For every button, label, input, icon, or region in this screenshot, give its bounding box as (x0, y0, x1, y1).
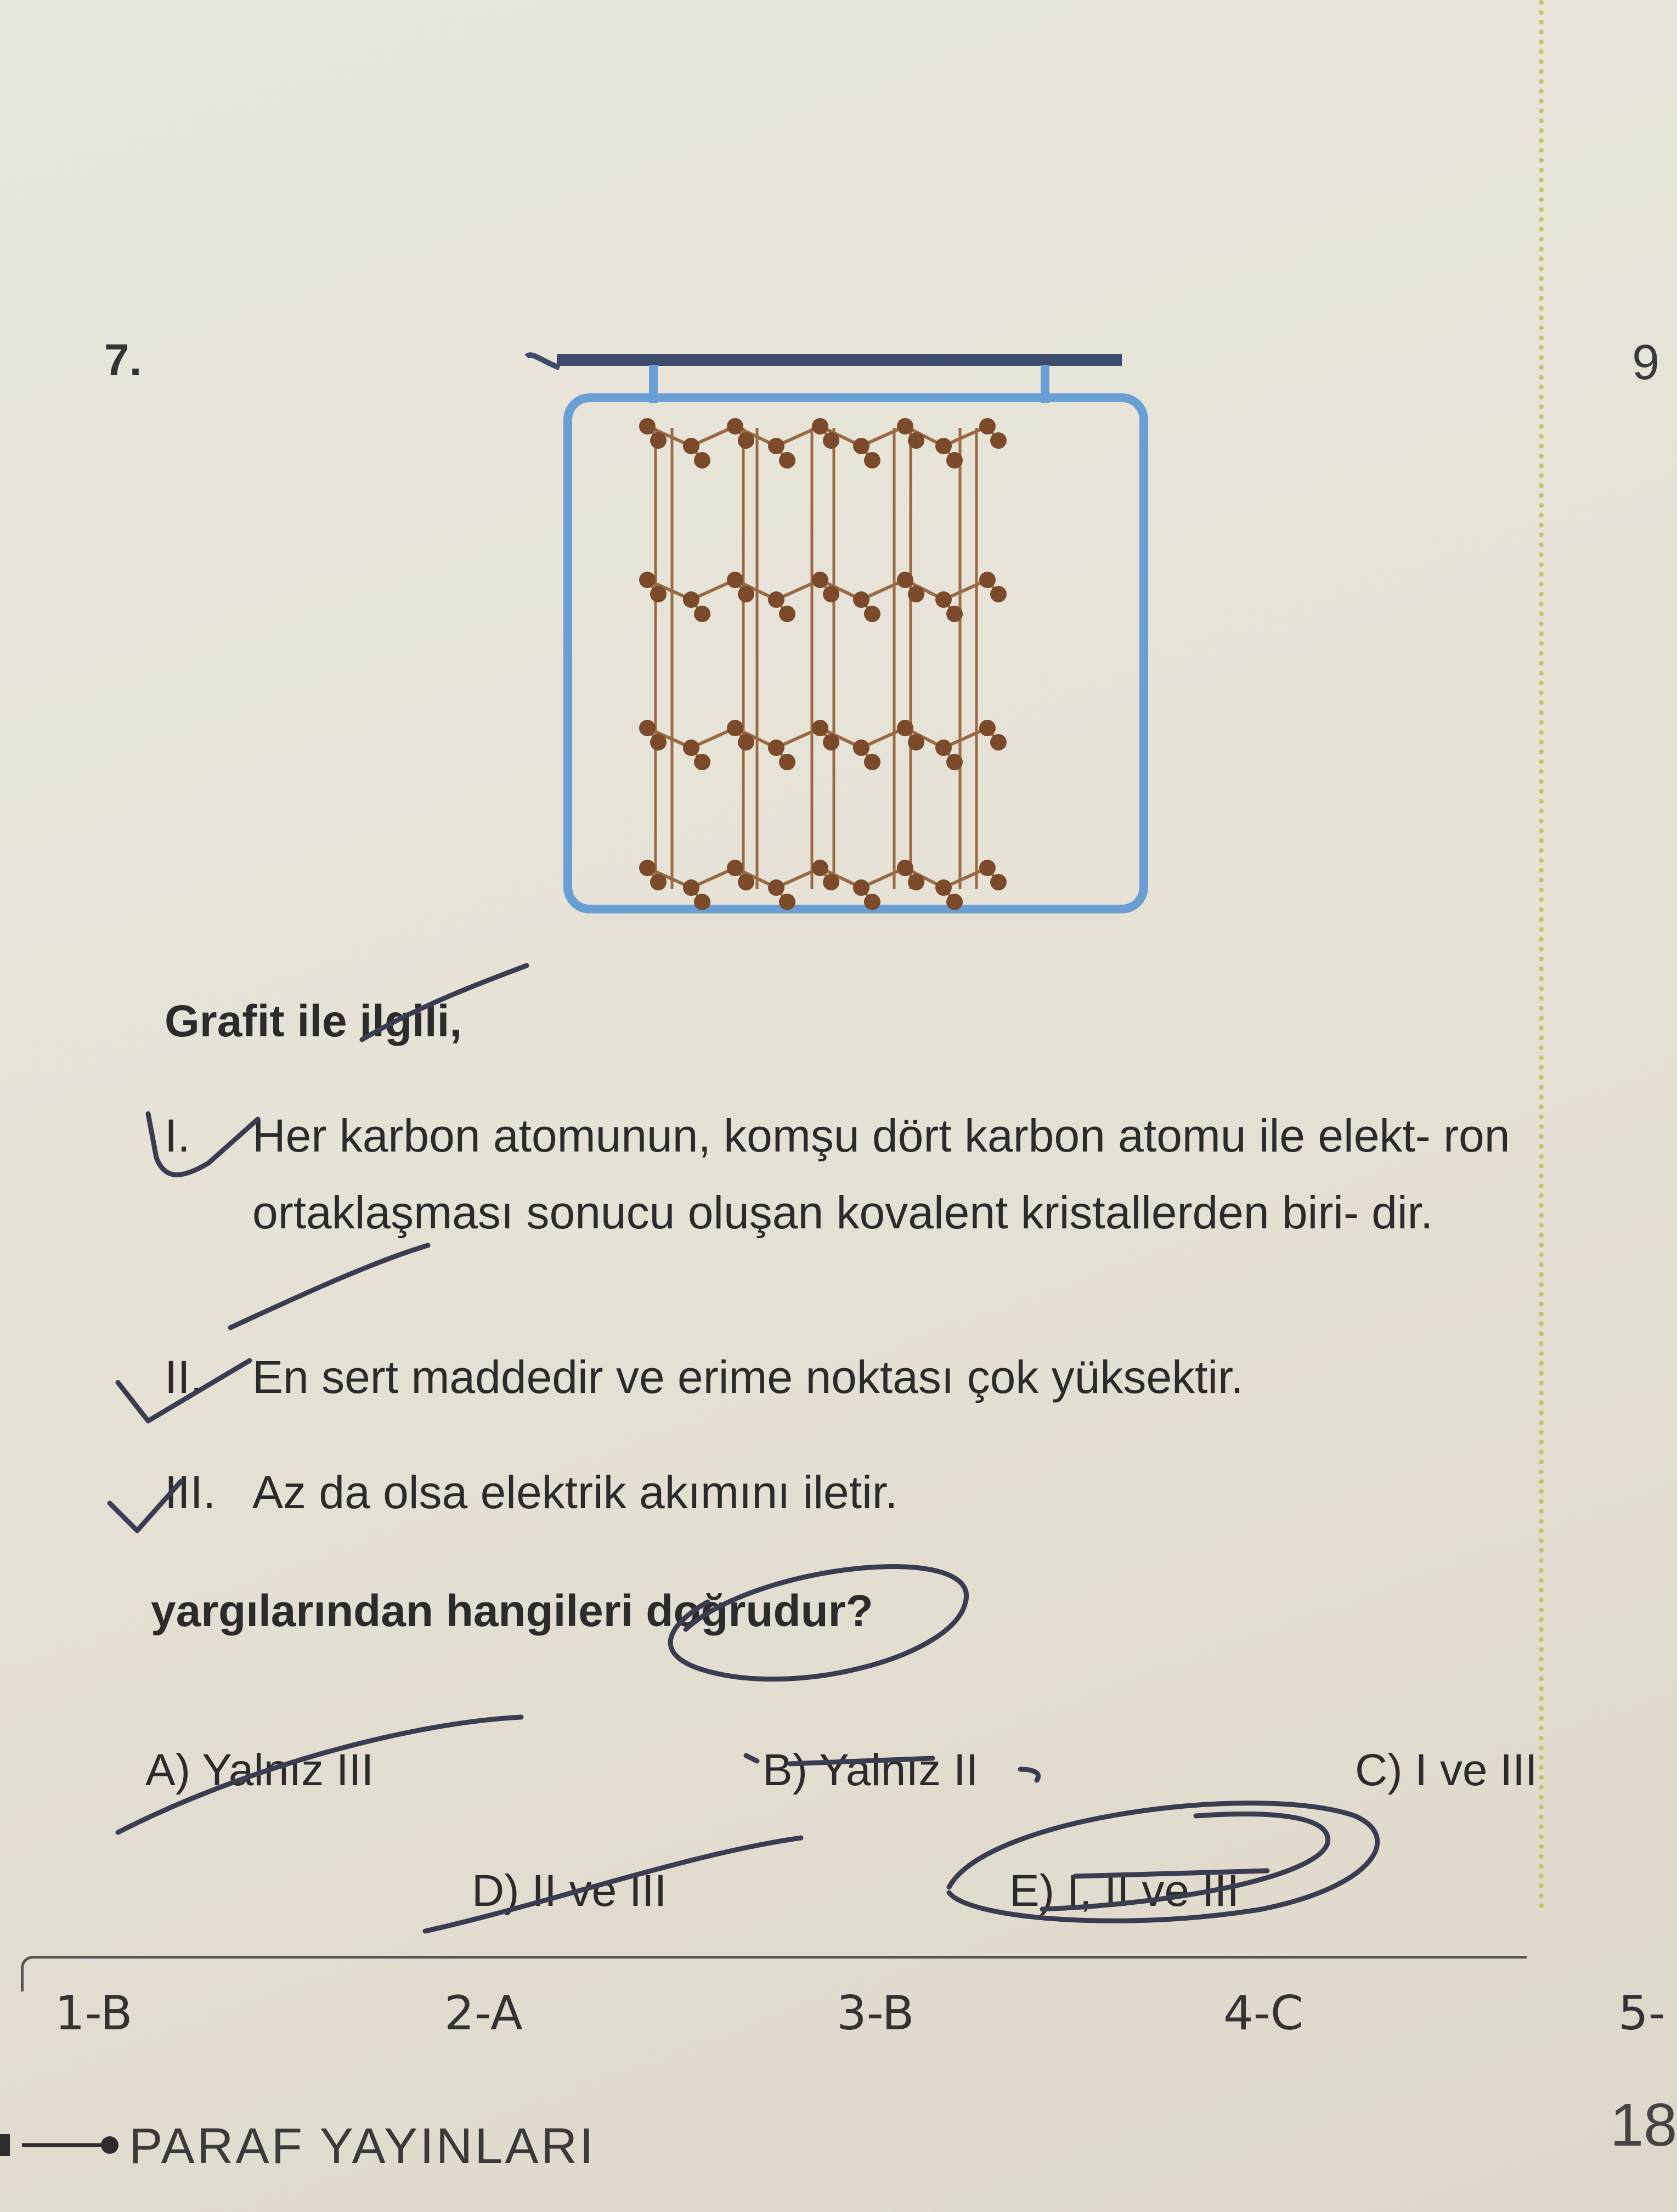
carbon-atom (897, 720, 913, 736)
carbon-atom (946, 606, 963, 622)
carbon-atom (694, 452, 710, 469)
carbon-atom (768, 740, 784, 756)
question-stem: Grafit ile ilgili, (165, 996, 462, 1046)
carbon-atom (853, 740, 869, 756)
carbon-atom (990, 874, 1007, 890)
strike-statement-1 (230, 1245, 428, 1328)
carbon-atom (897, 860, 913, 876)
carbon-atom (639, 418, 656, 435)
option-c[interactable]: C) I ve III (1355, 1745, 1538, 1795)
carbon-atom (694, 754, 710, 770)
answer-key-4: 4-C (1223, 1986, 1303, 2041)
carbon-atom (683, 591, 699, 608)
carbon-atom (768, 438, 784, 454)
carbon-atom (864, 452, 880, 469)
carbon-atom (864, 894, 880, 910)
carbon-atom (853, 591, 869, 608)
carbon-atom (694, 894, 710, 910)
carbon-atom (990, 734, 1007, 751)
next-question-number-cut: 9 (1632, 335, 1660, 390)
carbon-atom (650, 734, 667, 751)
carbon-atom (738, 586, 754, 602)
hanging-bar (557, 354, 1122, 366)
carbon-atom (768, 591, 784, 608)
carbon-atom (946, 754, 963, 770)
carbon-atom (979, 720, 996, 736)
carbon-atom (779, 606, 795, 622)
answer-key-2: 2-A (444, 1986, 523, 2041)
carbon-atom (683, 740, 699, 756)
carbon-atom (738, 874, 754, 890)
carbon-atom (823, 586, 839, 602)
graphite-lattice (639, 418, 1007, 910)
carbon-atom (779, 452, 795, 469)
option-d[interactable]: D) II ve III (472, 1866, 667, 1916)
carbon-atom (979, 860, 996, 876)
carbon-atom (727, 572, 743, 588)
carbon-atom (727, 860, 743, 876)
carbon-atom (908, 432, 924, 449)
carbon-atom (683, 438, 699, 454)
carbon-atom (812, 720, 828, 736)
margin-dotted-line (1539, 0, 1544, 1909)
carbon-atom (864, 606, 880, 622)
option-a[interactable]: A) Yalnız III (145, 1745, 374, 1795)
carbon-atom (990, 432, 1007, 449)
carbon-atom (639, 720, 656, 736)
carbon-atom (864, 754, 880, 770)
carbon-atom (738, 432, 754, 449)
answer-key-5: 5- (1618, 1986, 1665, 2041)
bar-hook (527, 355, 560, 368)
question-number: 7. (104, 335, 142, 385)
carbon-atom (727, 720, 743, 736)
carbon-atom (779, 754, 795, 770)
statement-3-text: Az da olsa elektrik akımını iletir. (252, 1466, 898, 1518)
carbon-atom (908, 586, 924, 602)
carbon-atom (812, 572, 828, 588)
carbon-atom (935, 740, 952, 756)
carbon-atom (779, 894, 795, 910)
carbon-atom (853, 438, 869, 454)
carbon-atom (897, 418, 913, 435)
carbon-atom (650, 586, 667, 602)
carbon-atom (946, 452, 963, 469)
carbon-atom (853, 879, 869, 896)
statement-1-number: I. (165, 1110, 190, 1161)
carbon-atom (650, 432, 667, 449)
carbon-atom (812, 860, 828, 876)
page-number: 18 (1610, 2091, 1677, 2159)
answer-key-3: 3-B (837, 1986, 914, 2041)
carbon-atom (823, 874, 839, 890)
carbon-atom (946, 894, 963, 910)
carbon-atom (727, 418, 743, 435)
graphite-structure-figure (527, 329, 1157, 927)
carbon-atom (979, 572, 996, 588)
carbon-atom (639, 572, 656, 588)
option-e[interactable]: E) I, II ve III (1009, 1866, 1240, 1916)
carbon-atom (979, 418, 996, 435)
carbon-atom (738, 734, 754, 751)
carbon-atom (908, 734, 924, 751)
question-prompt: yargılarından hangileri doğrudur? (151, 1586, 873, 1636)
statement-3-number: III. (165, 1466, 216, 1518)
carbon-atom (812, 418, 828, 435)
statement-2-text: En sert maddedir ve erime noktası çok yüksektir. (252, 1351, 1244, 1403)
publisher-arrow-icon (0, 2129, 126, 2162)
carbon-atom (908, 874, 924, 890)
carbon-atom (823, 432, 839, 449)
statement-2-number: II. (165, 1351, 204, 1403)
carbon-atom (650, 874, 667, 890)
publisher-name: PARAF YAYINLARI (129, 2118, 596, 2174)
statement-1-text: Her karbon atomunun, komşu dört karbon atomu ile elekt- ron ortaklaşması sonucu oluşan kovalent kristallerden biri- dir. (252, 1110, 1510, 1238)
carbon-atom (935, 591, 952, 608)
answer-key-1: 1-B (55, 1986, 133, 2041)
carbon-atom (990, 586, 1007, 602)
carbon-atom (897, 572, 913, 588)
carbon-atom (935, 438, 952, 454)
carbon-atom (683, 879, 699, 896)
option-b[interactable]: B) Yalnız II (763, 1745, 979, 1795)
carbon-atom (823, 734, 839, 751)
carbon-atom (935, 879, 952, 896)
carbon-atom (639, 860, 656, 876)
carbon-atom (694, 606, 710, 622)
carbon-atom (768, 879, 784, 896)
